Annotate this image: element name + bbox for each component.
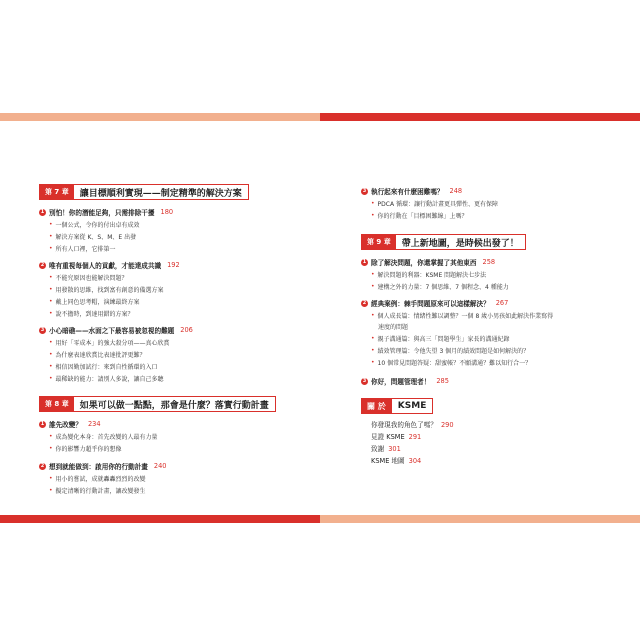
- bottom-band-right: [320, 515, 640, 523]
- toc-item-label: 用小的嘗試，成就轟轟烈烈的改變: [55, 476, 146, 483]
- page-number: 180: [160, 208, 174, 216]
- bullet-icon: •: [49, 475, 53, 482]
- toc-section[interactable]: [361, 186, 462, 196]
- toc-section[interactable]: [39, 260, 180, 270]
- chapter-7-title: 讓目標順利實現——制定精準的解決方案: [79, 188, 242, 199]
- bullet-icon: •: [371, 271, 375, 278]
- section-title: 經典案例：棘手問題原來可以這樣解決？: [371, 300, 490, 308]
- bullet-icon: •: [49, 274, 53, 281]
- toc-item[interactable]: [49, 285, 164, 294]
- page-number: 248: [449, 187, 463, 195]
- toc-item[interactable]: [371, 358, 531, 367]
- about-item[interactable]: [371, 455, 421, 465]
- toc-item[interactable]: [49, 474, 146, 483]
- section-number-badge: 2: [40, 463, 45, 469]
- page-number: 234: [87, 420, 101, 428]
- toc-item-label: 速度的問題: [378, 324, 409, 331]
- toc-item-label: 戴上同色思考帽，演練最終方案: [55, 299, 140, 306]
- toc-item-label: 為什麼表達欣賞比表達批評更難？: [55, 352, 146, 359]
- toc-item-label: 擬定清晰的行動計畫，讓改變發生: [55, 488, 146, 495]
- toc-item[interactable]: [49, 350, 146, 359]
- about-header: [361, 398, 433, 414]
- bullet-icon: •: [371, 359, 375, 366]
- toc-item-label: 績效管理篇：令他失望 3 個月的績效問題是如何解決的？: [377, 348, 530, 355]
- toc-item-label: 個人成長篇：情緒性難以調整？一個 8 歲小男孩如此解決作業寫得: [377, 313, 554, 320]
- toc-item[interactable]: [49, 338, 170, 347]
- bullet-icon: •: [49, 339, 53, 346]
- page-number: 290: [440, 421, 454, 429]
- chapter-8-tag: 第 8 章: [40, 397, 74, 411]
- toc-item-continuation[interactable]: [378, 322, 408, 331]
- toc-item-label: 解決問題的利器：KSME 問題解決七步法: [377, 272, 487, 279]
- toc-item-label: 一個公式，令你的付出卓有成效: [55, 222, 140, 229]
- toc-section[interactable]: [361, 257, 495, 267]
- toc-section[interactable]: [39, 419, 101, 429]
- about-item[interactable]: [371, 419, 454, 429]
- toc-item[interactable]: [371, 211, 468, 220]
- bullet-icon: •: [49, 363, 53, 370]
- chapter-9-header: [361, 234, 526, 250]
- section-title: 別怕！你的潛能足夠，只需排除干擾: [49, 209, 155, 217]
- page-number: 206: [180, 326, 193, 334]
- page-number: 304: [408, 457, 422, 465]
- toc-item-label: PDCA 循環：讓行動計畫更具彈性、更有保障: [377, 201, 498, 208]
- chapter-9-tag: 第 9 章: [362, 235, 396, 249]
- section-title: 執行起來有什麼困難嗎？: [371, 188, 444, 196]
- page-number: 192: [167, 261, 180, 269]
- bullet-icon: •: [49, 233, 53, 240]
- section-number-badge: 3: [40, 327, 45, 333]
- bullet-icon: •: [49, 487, 53, 494]
- section-number-badge: 1: [362, 259, 367, 265]
- toc-section[interactable]: [361, 376, 449, 386]
- toc-item-label: 說不擔時，到達用錯的方案？: [55, 311, 134, 318]
- toc-section[interactable]: [39, 207, 173, 217]
- bullet-icon: •: [49, 245, 53, 252]
- bullet-icon: •: [49, 445, 53, 452]
- about-item-label: 你發現我的角色了嗎？: [371, 421, 437, 429]
- bullet-icon: •: [49, 298, 53, 305]
- page-number: 258: [482, 258, 496, 266]
- toc-item-label: 你的行動在「目標困難線」上嗎？: [377, 213, 468, 220]
- bottom-band-left: [0, 515, 320, 523]
- toc-item-label: 親子溝通篇：與高三「問題學生」家長的溝通紀錄: [377, 336, 510, 343]
- toc-item[interactable]: [371, 270, 486, 279]
- top-band-right: [320, 113, 640, 121]
- toc-item[interactable]: [49, 232, 136, 241]
- about-item-label: KSME 地圖: [371, 457, 405, 465]
- page-number: 285: [436, 377, 449, 385]
- about-item[interactable]: [371, 431, 421, 441]
- section-title: 誰先改變？: [49, 421, 82, 429]
- chapter-8-header: [39, 396, 276, 412]
- section-title: 唯有重視每個人的貢獻，才能達成共識: [49, 262, 162, 270]
- page-number: 267: [495, 299, 509, 307]
- section-number-badge: 3: [362, 378, 367, 384]
- toc-item[interactable]: [49, 309, 134, 318]
- section-number-badge: 3: [362, 188, 367, 194]
- section-title: 除了解決問題，你還掌握了其他東西: [371, 259, 477, 267]
- chapter-9-title: 帶上新地圖，是時候出發了！: [401, 238, 519, 249]
- toc-item-label: 所有人口裡，它排第一: [55, 246, 116, 253]
- bullet-icon: •: [49, 375, 53, 382]
- section-number-badge: 1: [40, 209, 45, 215]
- toc-item[interactable]: [49, 432, 158, 441]
- chapter-7-header: [39, 184, 249, 200]
- toc-item[interactable]: [49, 374, 164, 383]
- bullet-icon: •: [49, 221, 53, 228]
- toc-item-label: 解決方案從 K、S、M、E 出發: [55, 234, 137, 241]
- toc-item[interactable]: [49, 444, 122, 453]
- page-number: 291: [408, 433, 422, 441]
- toc-item-label: 10 個常見問題答疑：甜蜜帳？不願溝通？難以知行合一？: [377, 360, 532, 367]
- toc-section[interactable]: [39, 325, 193, 335]
- chapter-7-tag: 第 7 章: [40, 185, 74, 199]
- toc-item[interactable]: [371, 282, 509, 291]
- toc-item[interactable]: [49, 362, 158, 371]
- section-title: 你好，問題管理者！: [371, 378, 431, 386]
- toc-item[interactable]: [371, 334, 510, 343]
- about-item-label: 見證 KSME: [371, 433, 405, 441]
- bullet-icon: •: [371, 212, 375, 219]
- bullet-icon: •: [371, 312, 375, 319]
- section-title: 小心暗礁——水面之下最容易被忽視的難題: [49, 327, 175, 335]
- bullet-icon: •: [371, 347, 375, 354]
- toc-item[interactable]: [371, 199, 498, 208]
- bullet-icon: •: [49, 433, 53, 440]
- toc-item-label: 相信因勤加試行：來到自性循環的入口: [55, 364, 158, 371]
- toc-item-label: 建構之外的力量：7 個思維、7 個程念、4 種能力: [377, 284, 509, 291]
- toc-item-label: 用好「零成本」的強大殺分項——真心欣賞: [55, 340, 170, 347]
- bullet-icon: •: [371, 200, 375, 207]
- bullet-icon: •: [371, 335, 375, 342]
- bullet-icon: •: [49, 351, 53, 358]
- about-item[interactable]: [371, 443, 401, 453]
- toc-item[interactable]: [49, 297, 140, 306]
- about-item-label: 致謝: [371, 445, 385, 453]
- section-title: 想到就能做到：啟用你的行動計畫: [49, 463, 148, 471]
- bullet-icon: •: [49, 310, 53, 317]
- toc-item[interactable]: [49, 220, 140, 229]
- section-number-badge: 2: [40, 262, 45, 268]
- about-title: KSME: [392, 398, 434, 414]
- toc-item[interactable]: [49, 273, 128, 282]
- section-number-badge: 2: [362, 300, 367, 306]
- page-number: 301: [388, 445, 401, 453]
- about-tag: 關 於: [361, 398, 392, 414]
- toc-item[interactable]: [371, 311, 553, 320]
- section-number-badge: 1: [40, 421, 45, 427]
- chapter-8-title: 如果可以做一點點，那會是什麼？落實行動計畫: [79, 400, 269, 411]
- toc-item[interactable]: [49, 486, 146, 495]
- toc-item-label: 你的影響力超乎你的想像: [55, 446, 122, 453]
- top-band-left: [0, 113, 320, 121]
- toc-item-label: 用發散的思維，找到富有創意的備選方案: [55, 287, 164, 294]
- toc-item-label: 最稀缺的能力：請別人多說，讓自己多聽: [55, 376, 164, 383]
- toc-section[interactable]: [361, 298, 508, 308]
- toc-section[interactable]: [39, 461, 167, 471]
- toc-item-label: 不能究原因也能解決問題？: [55, 275, 128, 282]
- bullet-icon: •: [371, 283, 375, 290]
- toc-item[interactable]: [49, 244, 116, 253]
- bullet-icon: •: [49, 286, 53, 293]
- toc-item[interactable]: [371, 346, 529, 355]
- page-number: 240: [153, 462, 167, 470]
- toc-item-label: 成為變化本身：首先改變的人最有力量: [55, 434, 158, 441]
